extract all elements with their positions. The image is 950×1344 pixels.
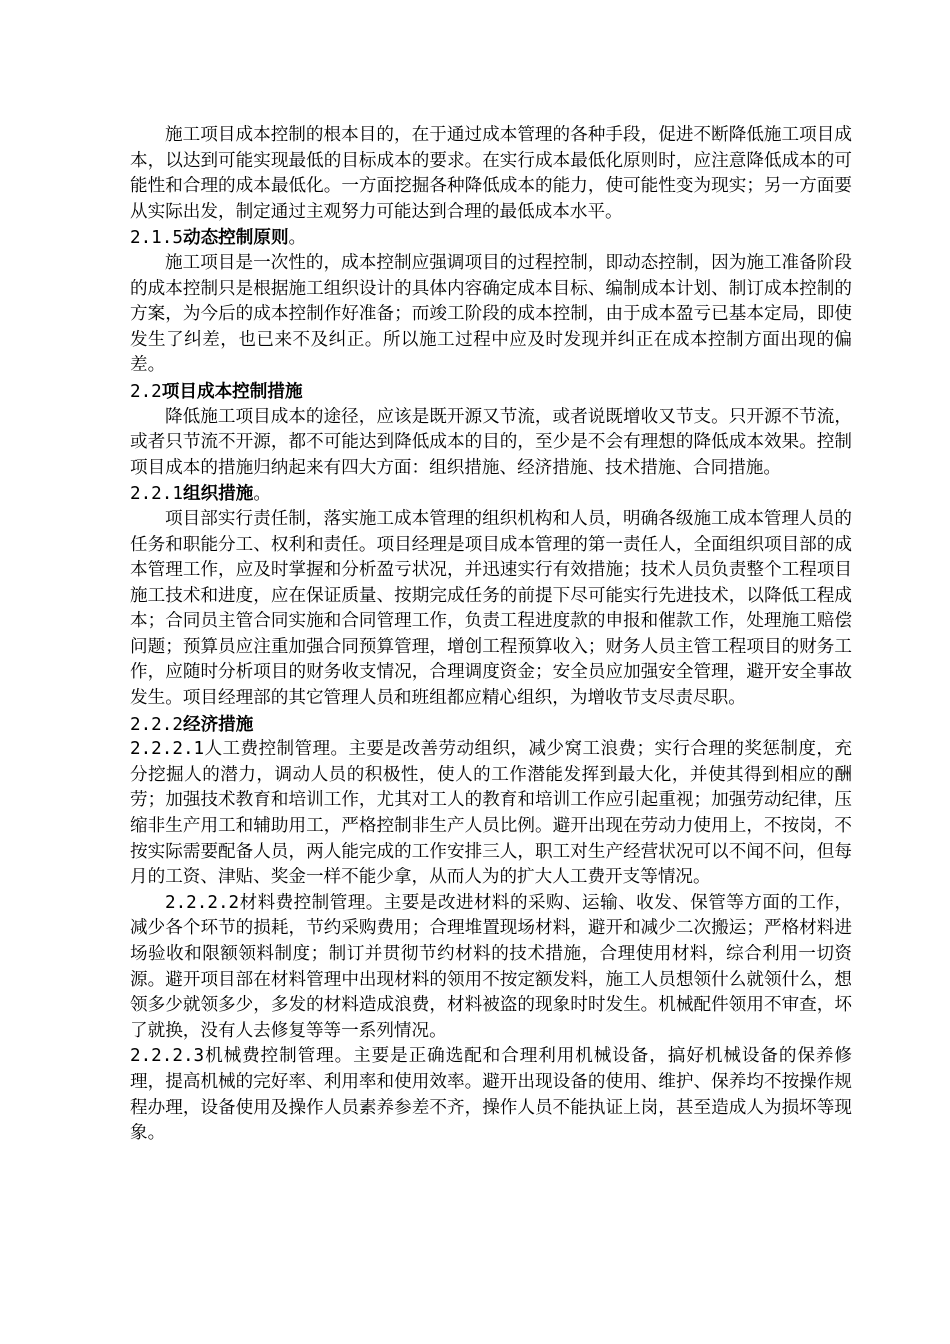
paragraph-text: 项目部实行责任制，落实施工成本管理的组织机构和人员，明确各级施工成本管理人员的任务和职能分工、权利和责任。项目经理是项目成本管理的第一责任人，全面组织项目部的成本管理工作，应及时掌握和分析盈亏状况，并迅速实行有效措施；技术人员负责整个工程项目施工技术和进度，应在保证质量、按期完成任务的前提下尽可能实行先进技术，以降低工程成本；合同员主管合同实施和合同管理工作，负责工程进度款的申报和催款工作，处理施工赔偿问题；预算员应注重加强合同预算管理，增创工程预算收入；财务人员主管工程项目的财务工作，应随时分析项目的财务收支情况，合理调度资金；安全员应加强安全管理，避开安全事故发生。项目经理部的其它管理人员和班组都应精心组织，为增收节支尽责尽职。 bbox=[130, 508, 852, 709]
heading-number: 2.2.2 bbox=[130, 714, 183, 735]
section-number: 2.2.2.1 bbox=[130, 739, 205, 760]
paragraph-cost-control-purpose bbox=[130, 123, 852, 225]
heading-2-2-2 bbox=[130, 712, 852, 738]
paragraph-text: 施工项目是一次性的，成本控制应强调项目的过程控制，即动态控制，因为施工准备阶段的成本控制只是根据施工组织设计的具体内容确定成本目标、编制成本计划、制订成本控制的方案，为今后的成本控制作好准备；而竣工阶段的成本控制，由于成本盈亏已基本定局，即使发生了纠差，也已来不及纠正。所以施工过程中应及时发现并纠正在成本控制方面出现的偏差。 bbox=[130, 252, 852, 376]
heading-2-2-1 bbox=[130, 481, 852, 507]
paragraph-text: 施工项目成本控制的根本目的，在于通过成本管理的各种手段，促进不断降低施工项目成本，以达到可能实现最低的目标成本的要求。在实行成本最低化原则时，应注意降低成本的可能性和合理的成本最低化。一方面挖掘各种降低成本的能力，使可能性变为现实；另一方面要从实际出发，制定通过主观努力可能达到合理的最低成本水平。 bbox=[130, 125, 852, 222]
paragraph-text: 材料费控制管理。主要是改进材料的采购、运输、收发、保管等方面的工作，减少各个环节的损耗，节约采购费用；合理堆置现场材料，避开和减少二次搬运；严格材料进场验收和限额领料制度；制订并贯彻节约材料的技术措施，合理使用材料，综合利用一切资源。避开项目部在材料管理中出现材料的领用不按定额发料，施工人员想领什么就领什么，想领多少就领多少，多发的材料造成浪费，材料被盗的现象时时发生。机械配件领用不审查，坏了就换，没有人去修复等等一系列情况。 bbox=[130, 892, 852, 1041]
paragraph-machinery-cost bbox=[130, 1044, 852, 1146]
paragraph-organization-measures bbox=[130, 507, 852, 712]
section-number: 2.2.2.3 bbox=[130, 1046, 205, 1067]
paragraph-dynamic-control bbox=[130, 251, 852, 379]
paragraph-material-cost bbox=[130, 891, 852, 1045]
document-body bbox=[130, 123, 852, 1147]
paragraph-cost-reduction-measures bbox=[130, 405, 852, 482]
heading-punctuation: 。 bbox=[288, 228, 307, 249]
heading-title: 动态控制原则 bbox=[182, 227, 289, 249]
paragraph-text: 降低施工项目成本的途径，应该是既开源又节流，或者说既增收又节支。只开源不节流，或者只节流不开源，都不可能达到降低成本的目的，至少是不会有理想的降低成本效果。控制项目成本的措施归纳起来有四大方面：组织措施、经济措施、技术措施、合同措施。 bbox=[130, 406, 852, 478]
heading-title: 项目成本控制措施 bbox=[161, 380, 303, 402]
heading-2-1-5 bbox=[130, 225, 852, 251]
heading-number: 2.2.1 bbox=[130, 484, 183, 505]
section-number: 2.2.2.2 bbox=[165, 892, 240, 913]
paragraph-text: 人工费控制管理。主要是改善劳动组织，减少窝工浪费；实行合理的奖惩制度，充分挖掘人的潜力，调动人员的积极性，使人的工作潜能发挥到最大化，并使其得到相应的酬劳；加强技术教育和培训工作，尤其对工人的教育和培训工作应引起重视；加强劳动纪律，压缩非生产用工和辅助用工，严格控制非生产人员比例。避开出现在劳动力使用上，不按岗，不按实际需要配备人员，两人能完成的工作安排三人，职工对生产经营状况可以不闻不问，但每月的工资、津贴、奖金一样不能少拿，从而人为的扩大人工费开支等情况。 bbox=[130, 739, 852, 888]
paragraph-text: 机械费控制管理。主要是正确选配和合理利用机械设备，搞好机械设备的保养修理，提高机械的完好率、利用率和使用效率。避开出现设备的使用、维护、保养均不按操作规程办理，设备使用及操作人员素养参差不齐，操作人员不能执证上岗，甚至造成人为损坏等现象。 bbox=[130, 1046, 852, 1144]
heading-title: 组织措施 bbox=[182, 483, 254, 505]
heading-punctuation: 。 bbox=[253, 484, 271, 505]
paragraph-labor-cost bbox=[130, 737, 852, 891]
heading-2-2 bbox=[130, 379, 852, 405]
heading-title: 经济措施 bbox=[182, 713, 254, 735]
heading-number: 2.2 bbox=[130, 381, 162, 402]
heading-number: 2.1.5 bbox=[130, 228, 183, 249]
